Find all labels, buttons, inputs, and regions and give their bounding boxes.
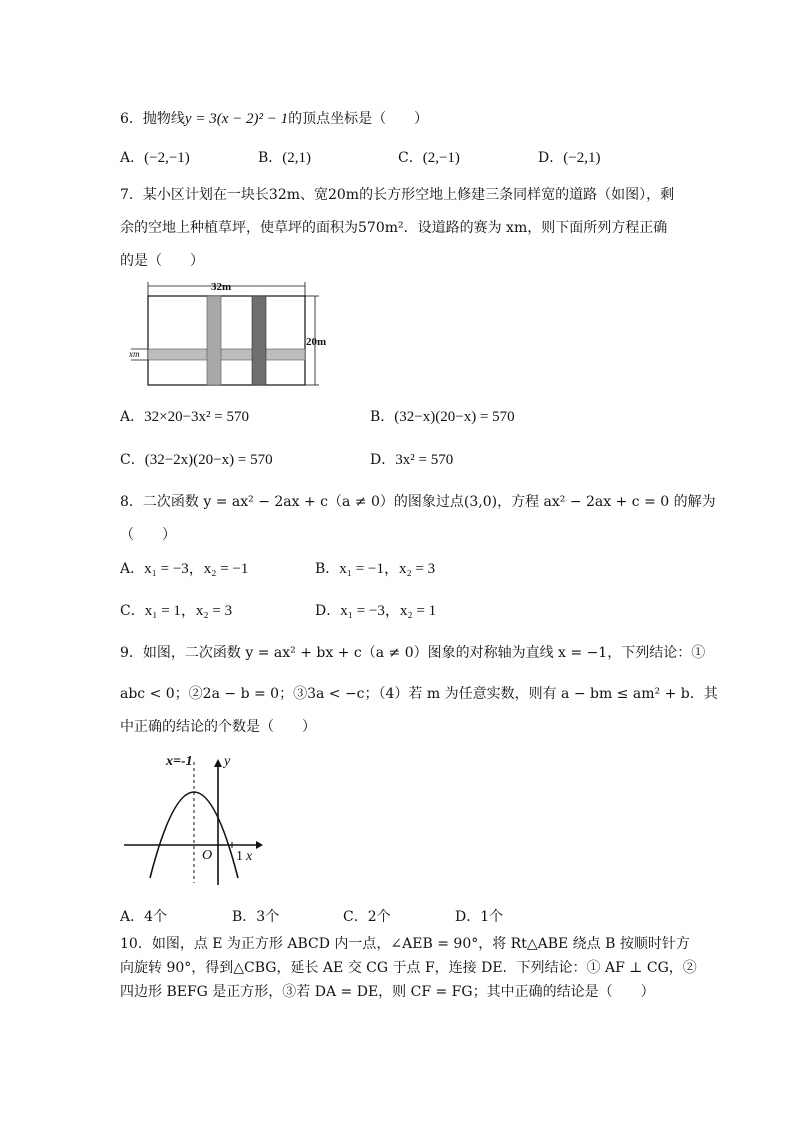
q9-origin-label: O bbox=[202, 848, 213, 863]
q9-tick-label: 1 bbox=[236, 849, 243, 864]
q9-parabola-figure bbox=[118, 748, 268, 893]
q9-y-arrow-icon bbox=[214, 759, 222, 767]
q8-stem-line2: （ ） bbox=[120, 527, 176, 543]
q9-y-label: y bbox=[224, 754, 231, 769]
q10-stem-line1: 10．如图，点 E 为正方形 ABCD 内一点，∠AEB = 90°，将 Rt△ABE 绕点 B 按顺时针方 bbox=[120, 936, 690, 952]
q6-option-a[interactable]: A．(−2,−1) bbox=[120, 150, 190, 166]
q9-option-c[interactable]: C．2个 bbox=[343, 909, 391, 925]
q7-stem-line3: 的是（ ） bbox=[120, 253, 204, 269]
q8-option-a[interactable]: A．x₁ = −3，x₂ = −1 bbox=[120, 561, 249, 577]
q7-option-c[interactable]: C．(32−2x)(20−x) = 570 bbox=[120, 452, 273, 468]
q6-option-d[interactable]: D．(−2,1) bbox=[538, 150, 601, 166]
q9-stem-line3: 中正确的结论的个数是（ ） bbox=[120, 719, 316, 735]
q7-field-rect bbox=[148, 296, 305, 385]
q6-option-b[interactable]: B．(2,1) bbox=[258, 150, 312, 166]
q9-stem-line1: 9．如图，二次函数 y = ax² + bx + c（a ≠ 0）图象的对称轴为直线 x = −1，下列结论：① bbox=[120, 645, 706, 661]
q7-label-20m: 20m bbox=[306, 336, 327, 348]
q9-option-b[interactable]: B．3个 bbox=[232, 909, 280, 925]
q7-label-xm: xm bbox=[129, 349, 140, 359]
q6-stem: 6．抛物线y = 3(x − 2)² − 1的顶点坐标是（ ） bbox=[120, 111, 429, 127]
q9-axis-label: x=-1 bbox=[166, 754, 193, 769]
q10-stem-line3: 四边形 BEFG 是正方形，③若 DA = DE，则 CF = FG；其中正确的结论是（ ） bbox=[120, 984, 655, 1000]
q8-option-d[interactable]: D．x₁ = −3，x₂ = 1 bbox=[315, 603, 437, 619]
q9-x-label: x bbox=[246, 849, 253, 864]
q7-option-d[interactable]: D．3x² = 570 bbox=[370, 452, 454, 468]
q7-stem-line2: 余的空地上种植草坪，使草坪的面积为570m²．设道路的赛为 xm，则下面所列方程正确 bbox=[120, 220, 668, 236]
q7-road-vertical-1 bbox=[207, 296, 221, 385]
q8-stem-line1: 8．二次函数 y = ax² − 2ax + c（a ≠ 0）的图象过点(3,0)，方程 ax² − 2ax + c = 0 的解为 bbox=[120, 494, 716, 510]
q7-option-a[interactable]: A．32×20−3x² = 570 bbox=[120, 409, 250, 425]
q7-label-32m: 32m bbox=[211, 281, 232, 293]
q9-x-arrow-icon bbox=[256, 841, 263, 849]
q10-stem-line2: 向旋转 90°，得到△CBG，延长 AE 交 CG 于点 F，连接 DE．下列结论：① AF ⊥ CG，② bbox=[120, 960, 697, 976]
q7-road-figure bbox=[125, 277, 335, 392]
q7-stem-line1: 7．某小区计划在一块长32m、宽20m的长方形空地上修建三条同样宽的道路（如图），剩 bbox=[120, 187, 675, 203]
q7-option-b[interactable]: B．(32−x)(20−x) = 570 bbox=[370, 409, 515, 425]
q9-option-a[interactable]: A．4个 bbox=[120, 909, 168, 925]
q9-option-d[interactable]: D．1个 bbox=[455, 909, 504, 925]
q8-option-c[interactable]: C．x₁ = 1，x₂ = 3 bbox=[120, 603, 233, 619]
q7-road-horizontal bbox=[148, 349, 305, 360]
q9-stem-line2: abc < 0；②2a − b = 0；③3a < −c；（4）若 m 为任意实数，则有 a − bm ≤ am² + b．其 bbox=[120, 686, 718, 702]
q7-road-vertical-2 bbox=[252, 296, 266, 385]
q8-option-b[interactable]: B．x₁ = −1，x₂ = 3 bbox=[315, 561, 436, 577]
q6-option-c[interactable]: C．(2,−1) bbox=[398, 150, 460, 166]
